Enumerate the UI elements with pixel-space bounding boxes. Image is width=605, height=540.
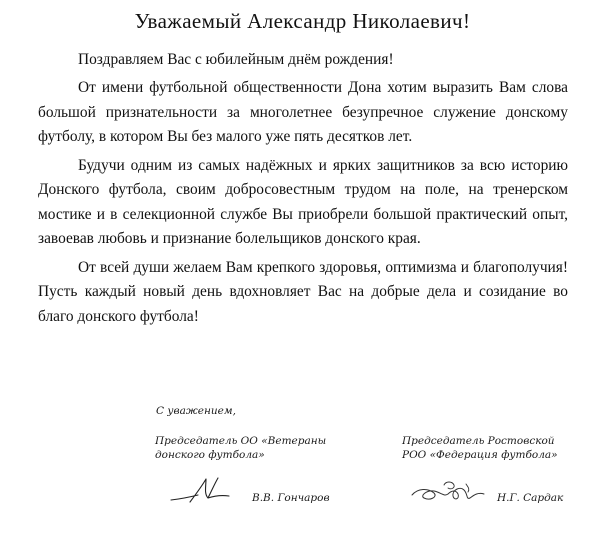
right-position-line-1: Председатель Ростовской [402, 435, 555, 447]
left-handwritten-signature-icon [168, 474, 232, 506]
left-position-line-1: Председатель ОО «Ветераны [155, 435, 327, 447]
right-signatory-position [402, 434, 558, 462]
letter-salutation: Уважаемый Александр Николаевич! [134, 9, 471, 33]
left-signatory-name: В.В. Гончаров [252, 492, 330, 504]
letter-paragraph: От всей души желаем Вам крепкого здоровья, оптимизма и благополучия! Пусть каждый новый день вдохновляет Вас на добрые дела и созидание во благо донского футбола! [38, 258, 568, 325]
left-position-line-2: донского футбола» [155, 449, 265, 461]
left-signatory-position [155, 434, 326, 462]
closing-regards: С уважением, [156, 405, 236, 417]
letter-body [38, 48, 568, 333]
letter-paragraph: Будучи одним из самых надёжных и ярких защитников за всю историю Донского футбола, своим добросовестным трудом на поле, на тренерском мостике и в селекционной службе Вы приобрели большой практический опыт, завоевав любовь и признание болельщиков донского края. [38, 156, 568, 248]
letter-paragraph: От имени футбольной общественности Дона хотим выразить Вам слова большой признательности за многолетнее безупречное служение донскому футболу, в котором Вы без малого уже пять десятков лет. [38, 79, 568, 146]
right-handwritten-signature-icon [408, 478, 492, 508]
right-position-line-2: РОО «Федерация футбола» [402, 449, 558, 461]
right-signatory-name: Н.Г. Сардак [497, 492, 564, 504]
letter-paragraph: Поздравляем Вас с юбилейным днём рождения! [78, 51, 394, 68]
